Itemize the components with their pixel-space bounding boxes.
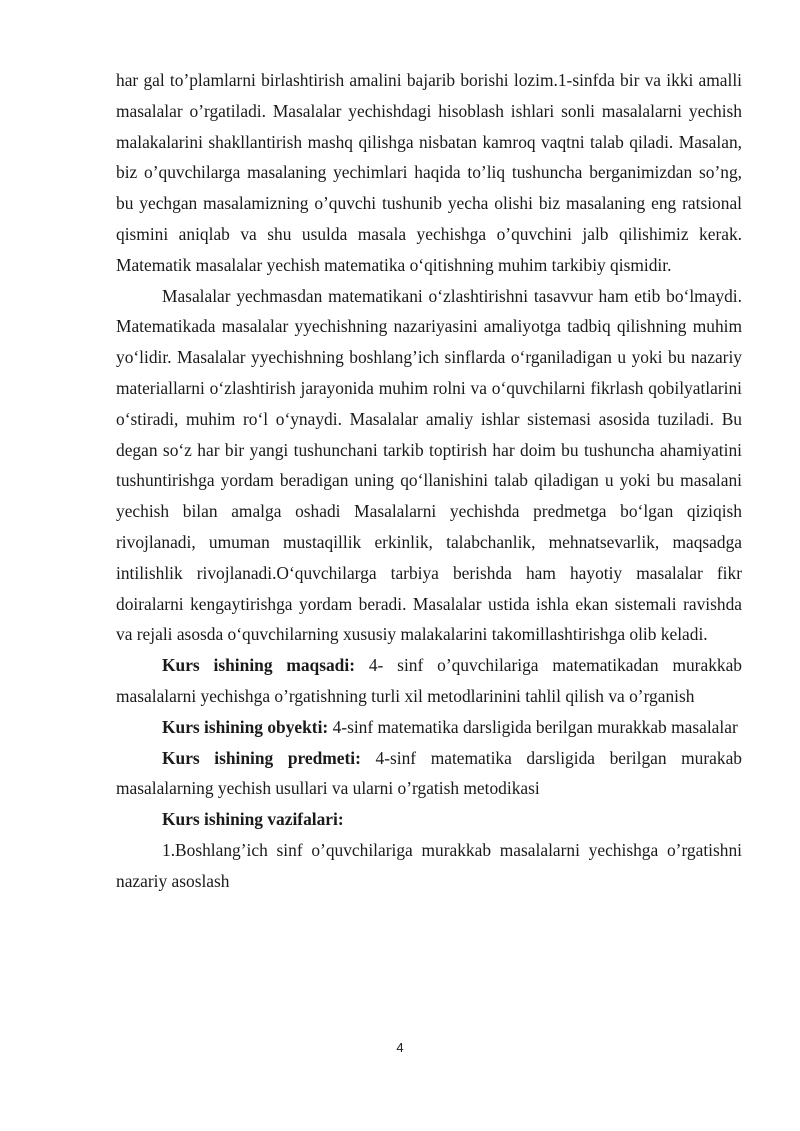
paragraph-course-object [116,712,742,743]
paragraph-course-goal [116,650,742,712]
paragraph-problem-solving: Masalalar yechmasdan matematikani o‘zlashtirishni tasavvur ham etib bo‘lmaydi. Matematikada masalalar yyechishning nazariyasini amaliyotga tadbiq qilishning muhim yo‘lidir. Masalalar yyechishning boshlang’ich sinflarda o‘rganiladigan u yoki bu nazariy materiallarni o‘zlashtirish jarayonida muhim rolni va o‘quvchilarni fikrlash qobilyatlarini o‘stiradi, muhim ro‘l o‘ynaydi. Masalalar amaliy ishlar sistemasi asosida tuziladi. Bu degan so‘z har bir yangi tushunchani tarkib toptirish har doim bu tushuncha ahamiyatini tushuntirishga yordam beradigan uning qo‘llanishini talab qiladigan u yoki bu masalani yechish bilan amalga oshadi Masalalarni yechishda predmetga bo‘lgan qiziqish rivojlanadi, umuman mustaqillik erkinlik, talabchanlik, mehnatsevarlik, maqsadga intilishlik rivojlanadi.O‘quvchilarga tarbiya berishda ham hayotiy masalalar fikr doiralarni kengaytirishga yordam beradi. Masalalar ustida ishla ekan sistemali ravishda va rejali asosda o‘quvchilarning xususiy malakalarini takomillashtirishga olib keladi. [116,285,742,645]
course-object-text: 4-sinf matematika darsligida berilgan murakkab masalalar [328,716,738,737]
course-goal-text: 4- sinf o’quvchilariga matematikadan murakkab masalalarni yechishga o’rgatishning turli xil metodlarinini tahlil qilish va o’rganish [116,655,743,706]
paragraph-continuation: har gal to’plamlarni birlashtirish amalini bajarib borishi lozim.1-sinfda bir va ikki amalli masalalar o’rgatiladi. Masalalar yechishdagi hisoblash ishlari sonli masalalarni yechish malakalarini shakllantirish mashq qilishga nisbatan kamroq vaqtni talab qiladi. Masalan, biz o’quvchilarga masalaning yechimlari haqida to’liq tushuncha berganimizdan so’ng, bu yechgan masalamizning o’quvchi tushunib yecha olishi biz masalaning eng ratsional qismini aniqlab va shu usulda masala yechishga o’quvchini jalb qilishimiz kerak. Matematik masalalar yechish matematika o‘qitishning muhim tarkibiy qismidir. [116,70,742,275]
course-subject-label: Kurs ishining predmeti: [162,747,361,768]
paragraph-course-subject [116,743,742,805]
course-object-label: Kurs ishining obyekti: [162,716,329,737]
paragraph-task-1: 1.Boshlang’ich sinf o’quvchilariga murakkab masalalarni yechishga o’rgatishni nazariy asoslash [116,839,742,891]
course-goal-label: Kurs ishining maqsadi: [162,655,355,676]
course-subject-text: 4-sinf matematika darsligida berilgan murakab masalalarning yechish usullari va ularni o’rgatish metodikasi [116,747,742,799]
paragraph-course-tasks-heading [116,804,742,835]
page-body [116,65,742,897]
course-tasks-label: Kurs ishining vazifalari: [162,809,344,830]
page-number: 4 [396,1040,404,1055]
